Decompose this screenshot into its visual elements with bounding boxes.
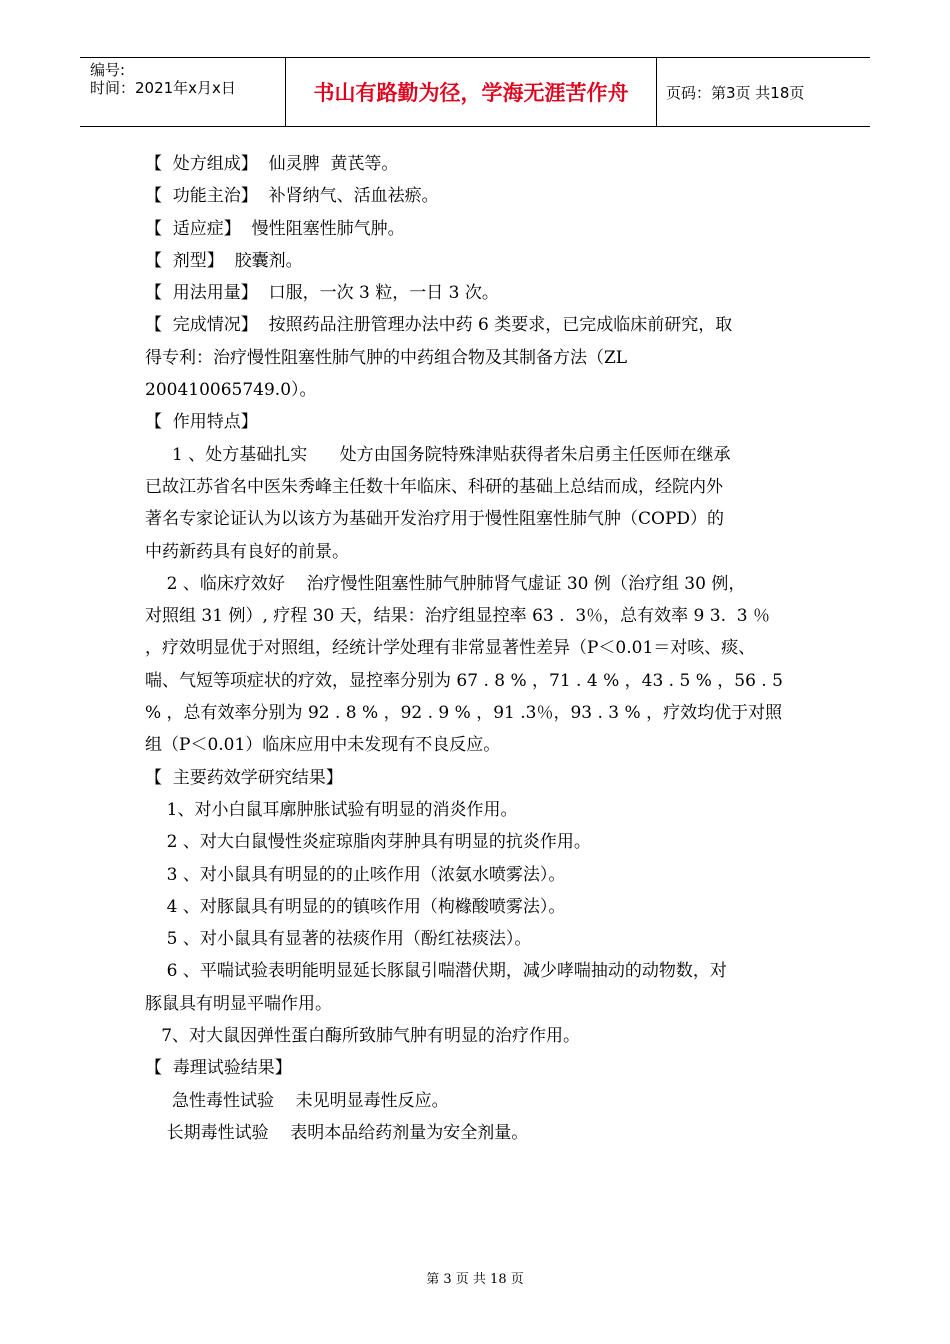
text-line: 【 处方组成】 仙灵脾 黄芪等。 [145,154,399,174]
code-label: 编号: [90,61,126,79]
header-meta [80,58,285,126]
header-motto: 书山有路勤为径，学海无涯苦作舟 [285,58,657,126]
text-line: 已故江苏省名中医朱秀峰主任数十年临床、科研的基础上总结而成，经院内外 [145,476,723,497]
text-line: 豚鼠具有明显平喘作用。 [145,993,332,1014]
text-line: 【 功能主治】 补肾纳气、活血祛瘀。 [145,186,439,207]
text-line: % ，总有效率分别为 92 . 8 % ，92 . 9 % ，91 .3％，93 . 3 % ，疗效均优于对照 [145,703,783,724]
text-line: 3 、对小鼠具有明显的的止咳作用（浓氨水喷雾法）。 [145,864,566,885]
document-body [145,148,810,1149]
text-line: 中药新药具有良好的前景。 [145,541,349,562]
header-page-info: 页码：第3页 共18页 [666,83,805,102]
text-line: 【 毒理试验结果】 [145,1058,292,1079]
text-line: 5 、对小鼠具有显著的祛痰作用（酚红祛痰法）。 [145,929,532,950]
text-line: 4 、对豚鼠具有明显的的镇咳作用（枸橼酸喷雾法）。 [145,896,566,917]
text-line: 7、对大鼠因弹性蛋白酶所致肺气肿有明显的治疗作用。 [145,1026,581,1047]
text-line: 【 完成情况】 按照药品注册管理办法中药 6 类要求，已完成临床前研究，取 [145,315,733,336]
date-label: 时间：2021年x月x日 [90,79,236,97]
page-header [80,57,870,127]
text-line: 著名专家论证认为以该方为基础开发治疗用于慢性阻塞性肺气肿（COPD）的 [145,509,725,530]
text-line: 2 、临床疗效好 治疗慢性阻塞性肺气肿肺肾气虚证 30 例（治疗组 30 例， [145,573,746,594]
text-line: 得专利：治疗慢性阻塞性肺气肿的中药组合物及其制备方法（ZL [145,347,628,368]
text-line: 【 主要药效学研究结果】 [145,767,343,788]
text-line: 【 用法用量】 口服，一次 3 粒，一日 3 次。 [145,283,499,304]
text-line: ，疗效明显优于对照组，经统计学处理有非常显著性差异（P＜0.01＝对咳、痰、 [145,638,756,659]
text-line: 对照组 31 例）, 疗程 30 天，结果：治疗组显控率 63 . 3％，总有效率 9 3. 3 ％ [145,606,771,627]
text-line: 组（P＜0.01）临床应用中未发现有不良反应。 [145,735,501,756]
text-line: 【 剂型】 胶囊剂。 [145,250,303,271]
text-line: 急性毒性试验 未见明显毒性反应。 [145,1090,449,1111]
text-line: 喘、气短等项症状的疗效，显控率分别为 67 . 8 % ，71 . 4 % ，43 . 5 % ，56 . 5 [145,670,783,691]
page-footer: 第 3 页 共 18 页 [426,1272,524,1287]
text-line: 1、对小白鼠耳廓肿胀试验有明显的消炎作用。 [145,799,518,820]
text-line: 200410065749.0）。 [145,380,317,401]
text-line: 【 适应症】 慢性阻塞性肺气肿。 [145,218,405,239]
text-line: 2 、对大白鼠慢性炎症琼脂肉芽肿具有明显的抗炎作用。 [145,832,591,853]
text-line: 6 、平喘试验表明能明显延长豚鼠引喘潜伏期，减少哮喘抽动的动物数，对 [145,961,727,982]
text-line: 1 、处方基础扎实 处方由国务院特殊津贴获得者朱启勇主任医师在继承 [145,444,731,465]
text-line: 【 作用特点】 [145,412,258,433]
text-line: 长期毒性试验 表明本品给药剂量为安全剂量。 [145,1122,529,1143]
